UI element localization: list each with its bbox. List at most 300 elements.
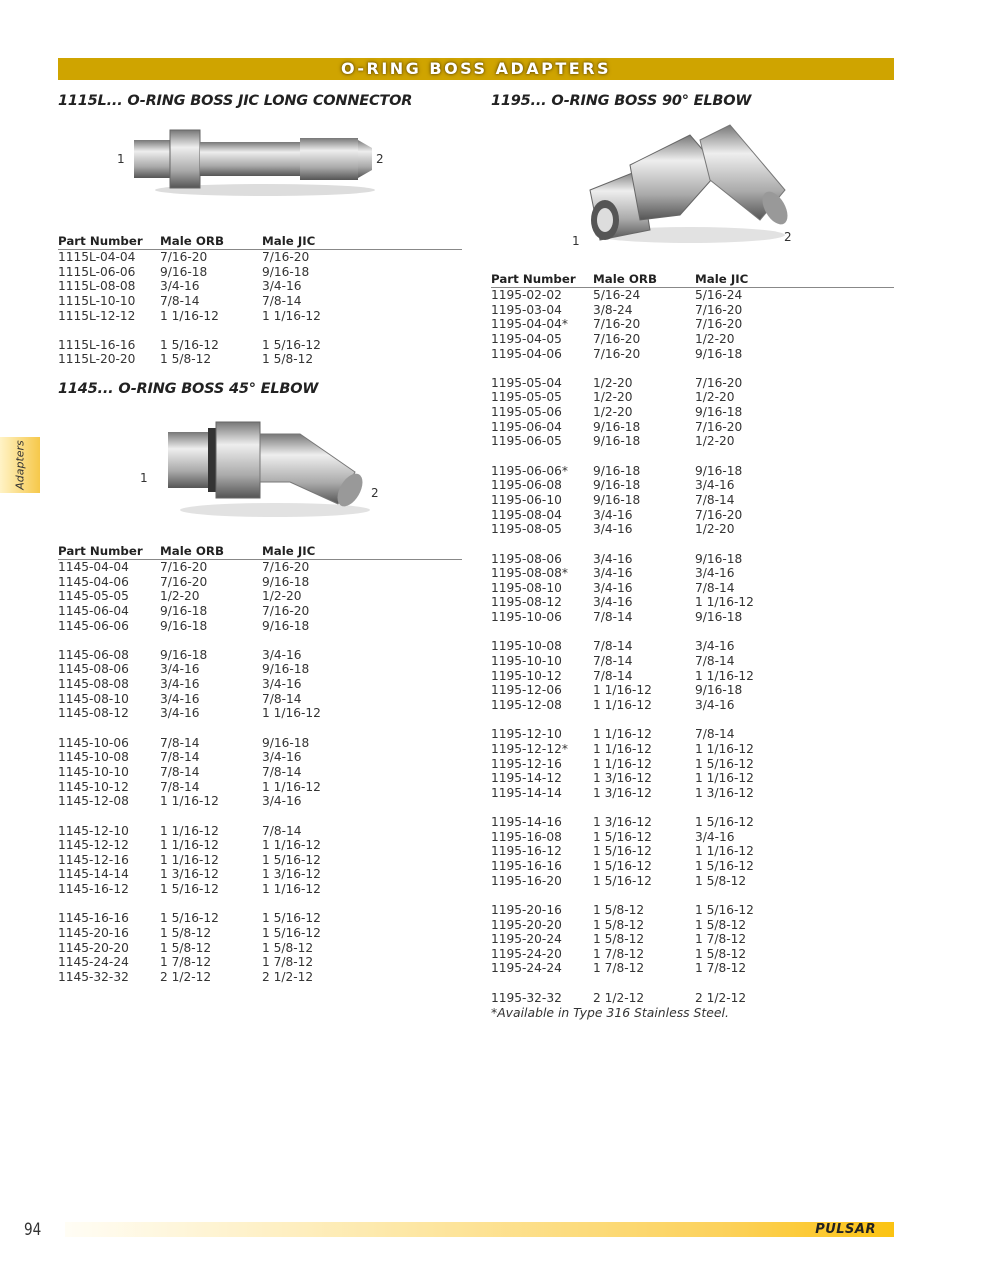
male-orb: 7/8-14: [160, 735, 200, 750]
part-number: 1195-32-32: [491, 990, 562, 1005]
male-jic: 1 1/16-12: [262, 706, 321, 721]
part-number: 1195-08-06: [491, 551, 562, 566]
group-spacer: [491, 888, 894, 903]
male-jic: 3/4-16: [695, 639, 735, 654]
table-row: [491, 376, 894, 391]
part-number: 1195-04-04*: [491, 317, 568, 332]
male-jic: 2 1/2-12: [262, 969, 314, 984]
part-number: 1195-20-16: [491, 902, 562, 917]
male-jic: 3/4-16: [262, 750, 302, 765]
male-orb: 7/8-14: [160, 293, 200, 308]
port-label-2: 2: [371, 486, 379, 500]
group-spacer: [491, 361, 894, 376]
table-header: [58, 544, 462, 560]
table-row: [491, 654, 894, 669]
table-row: [58, 575, 462, 590]
male-jic: 7/8-14: [262, 823, 302, 838]
table-row: [491, 771, 894, 786]
group-spacer: [491, 976, 894, 991]
part-number: 1195-10-06: [491, 610, 562, 625]
table-row: [491, 493, 894, 508]
part-number: 1195-20-24: [491, 932, 562, 947]
part-number: 1195-12-06: [491, 683, 562, 698]
table-row: [58, 619, 462, 634]
male-jic: 1 5/8-12: [695, 917, 747, 932]
male-orb: 3/4-16: [160, 677, 200, 692]
column-header: Male ORB: [160, 544, 224, 558]
part-number: 1195-12-08: [491, 697, 562, 712]
male-orb: 9/16-18: [593, 419, 641, 434]
male-jic: 9/16-18: [262, 574, 310, 589]
table-row: [491, 464, 894, 479]
male-orb: 1 5/8-12: [160, 352, 212, 367]
male-jic: 1 1/16-12: [695, 668, 754, 683]
column-header: Part Number: [491, 272, 576, 286]
part-number: 1195-06-10: [491, 492, 562, 507]
male-jic: 1 1/16-12: [262, 838, 321, 853]
group-spacer: [58, 809, 462, 824]
male-orb: 1 5/16-12: [160, 882, 219, 897]
part-number: 1145-08-06: [58, 662, 129, 677]
male-jic: 1 5/16-12: [262, 337, 321, 352]
part-number: 1195-08-10: [491, 580, 562, 595]
male-jic: 3/4-16: [262, 677, 302, 692]
male-orb: 3/4-16: [593, 595, 633, 610]
male-jic: 7/8-14: [262, 293, 302, 308]
part-number: 1145-32-32: [58, 969, 129, 984]
part-number: 1145-10-06: [58, 735, 129, 750]
part-number: 1145-12-12: [58, 838, 129, 853]
male-jic: 9/16-18: [695, 551, 743, 566]
part-number: 1145-06-04: [58, 603, 129, 618]
male-jic: 1 5/16-12: [695, 902, 754, 917]
column-header: Male ORB: [160, 234, 224, 248]
male-jic: 9/16-18: [695, 346, 743, 361]
table-row: [58, 589, 462, 604]
table-row: [58, 560, 462, 575]
male-jic: 3/4-16: [262, 279, 302, 294]
table-row: [58, 780, 462, 795]
parts-table-1195: [491, 272, 894, 1005]
male-orb: 5/16-24: [593, 288, 641, 302]
male-orb: 1 1/16-12: [160, 823, 219, 838]
male-orb: 1 5/16-12: [593, 858, 652, 873]
part-number: 1195-06-06*: [491, 463, 568, 478]
male-orb: 9/16-18: [160, 264, 208, 279]
table-row: [58, 955, 462, 970]
part-number: 1195-08-04: [491, 507, 562, 522]
part-number: 1145-24-24: [58, 955, 129, 970]
parts-table-1145: [58, 544, 462, 985]
male-orb: 1 1/16-12: [593, 697, 652, 712]
male-orb: 9/16-18: [593, 478, 641, 493]
part-number: 1145-08-10: [58, 691, 129, 706]
table-row: [58, 250, 462, 265]
male-jic: 9/16-18: [695, 463, 743, 478]
table-row: [491, 581, 894, 596]
table-row: [58, 911, 462, 926]
table-row: [491, 639, 894, 654]
90-elbow-image: [580, 120, 800, 250]
male-orb: 9/16-18: [160, 618, 208, 633]
part-number: 1145-16-16: [58, 911, 129, 926]
group-spacer: [58, 721, 462, 736]
male-orb: 1 1/16-12: [593, 683, 652, 698]
table-row: [491, 288, 894, 303]
part-number: 1115L-08-08: [58, 279, 136, 294]
male-jic: 7/16-20: [695, 375, 743, 390]
table-row: [491, 903, 894, 918]
male-jic: 7/8-14: [262, 691, 302, 706]
male-jic: 9/16-18: [695, 610, 743, 625]
port-label-1: 1: [117, 152, 125, 166]
table-row: [491, 390, 894, 405]
male-jic: 9/16-18: [262, 662, 310, 677]
male-orb: 1 5/8-12: [160, 926, 212, 941]
male-orb: 1/2-20: [160, 589, 200, 604]
part-number: 1195-12-16: [491, 756, 562, 771]
male-jic: 7/16-20: [695, 507, 743, 522]
male-jic: 9/16-18: [262, 735, 310, 750]
column-header: Male ORB: [593, 272, 657, 286]
table-row: [491, 991, 894, 1006]
table-row: [58, 352, 462, 367]
part-number: 1115L-12-12: [58, 308, 136, 323]
part-number: 1145-06-08: [58, 647, 129, 662]
part-number: 1195-10-10: [491, 654, 562, 669]
male-orb: 9/16-18: [593, 463, 641, 478]
table-row: [58, 706, 462, 721]
part-number: 1195-16-12: [491, 844, 562, 859]
male-jic: 7/16-20: [695, 302, 743, 317]
table-row: [58, 265, 462, 280]
male-orb: 1 5/16-12: [593, 829, 652, 844]
male-orb: 3/4-16: [593, 522, 633, 537]
part-number: 1145-12-08: [58, 794, 129, 809]
male-orb: 3/4-16: [593, 551, 633, 566]
part-number: 1195-12-12*: [491, 741, 568, 756]
table-row: [58, 765, 462, 780]
male-jic: 1 5/8-12: [262, 352, 314, 367]
45-elbow-image: [160, 412, 380, 524]
part-number: 1145-10-12: [58, 779, 129, 794]
table-row: [491, 947, 894, 962]
table-row: [491, 522, 894, 537]
jic-long-connector-image: [130, 118, 380, 200]
part-number: 1195-24-24: [491, 961, 562, 976]
male-orb: 1 3/16-12: [160, 867, 219, 882]
part-number: 1145-10-10: [58, 764, 129, 779]
male-jic: 1 7/8-12: [262, 955, 314, 970]
part-number: 1145-08-12: [58, 706, 129, 721]
part-number: 1195-14-14: [491, 785, 562, 800]
part-number: 1195-05-04: [491, 375, 562, 390]
male-jic: 7/16-20: [695, 317, 743, 332]
male-jic: 1 5/16-12: [695, 815, 754, 830]
male-jic: 9/16-18: [695, 405, 743, 420]
side-tab-adapters: [0, 437, 40, 493]
male-orb: 3/4-16: [593, 566, 633, 581]
male-jic: 1 5/8-12: [695, 946, 747, 961]
male-orb: 3/4-16: [593, 580, 633, 595]
male-jic: 3/4-16: [695, 829, 735, 844]
part-number: 1115L-06-06: [58, 264, 136, 279]
part-number: 1115L-16-16: [58, 337, 136, 352]
table-row: [491, 683, 894, 698]
part-number: 1115L-04-04: [58, 250, 136, 264]
footnote: *Available in Type 316 Stainless Steel.: [491, 1005, 729, 1020]
table-row: [491, 595, 894, 610]
table-row: [491, 698, 894, 713]
male-orb: 3/4-16: [160, 691, 200, 706]
male-orb: 9/16-18: [160, 647, 208, 662]
male-jic: 7/16-20: [695, 419, 743, 434]
part-number: 1195-08-08*: [491, 566, 568, 581]
male-jic: 9/16-18: [262, 618, 310, 633]
table-row: [491, 478, 894, 493]
table-row: [491, 420, 894, 435]
port-label-2: 2: [784, 230, 792, 244]
group-spacer: [491, 537, 894, 552]
male-orb: 1/2-20: [593, 405, 633, 420]
male-orb: 1 5/16-12: [593, 873, 652, 888]
male-jic: 3/4-16: [262, 647, 302, 662]
male-orb: 1 1/16-12: [160, 308, 219, 323]
table-row: [58, 750, 462, 765]
group-spacer: [491, 713, 894, 728]
table-row: [58, 279, 462, 294]
male-orb: 2 1/2-12: [593, 990, 645, 1005]
group-spacer: [491, 625, 894, 640]
male-orb: 9/16-18: [593, 434, 641, 449]
table-row: [58, 838, 462, 853]
group-spacer: [491, 449, 894, 464]
male-orb: 1 1/16-12: [160, 794, 219, 809]
male-orb: 9/16-18: [593, 492, 641, 507]
part-number: 1195-08-05: [491, 522, 562, 537]
male-jic: 1 5/8-12: [695, 873, 747, 888]
section-title-1145: 1145... O-RING BOSS 45° ELBOW: [58, 381, 319, 397]
male-orb: 3/4-16: [593, 507, 633, 522]
table-row: [58, 824, 462, 839]
male-orb: 7/8-14: [593, 639, 633, 654]
male-orb: 7/16-20: [593, 346, 641, 361]
male-jic: 1 1/16-12: [695, 771, 754, 786]
male-orb: 1 3/16-12: [593, 815, 652, 830]
male-jic: 1 5/8-12: [262, 940, 314, 955]
part-number: 1195-02-02: [491, 288, 562, 302]
section-title-1195: 1195... O-RING BOSS 90° ELBOW: [491, 93, 752, 109]
part-number: 1145-16-12: [58, 882, 129, 897]
part-number: 1195-16-20: [491, 873, 562, 888]
table-row: [58, 692, 462, 707]
male-orb: 3/4-16: [160, 662, 200, 677]
parts-table-1115l: [58, 234, 462, 367]
male-orb: 1 5/8-12: [160, 940, 212, 955]
table-header: [491, 272, 894, 288]
part-number: 1195-16-16: [491, 858, 562, 873]
male-orb: 7/8-14: [593, 610, 633, 625]
group-spacer: [58, 897, 462, 912]
part-number: 1145-06-06: [58, 618, 129, 633]
male-orb: 7/16-20: [593, 317, 641, 332]
group-spacer: [58, 323, 462, 338]
male-orb: 1 5/16-12: [160, 337, 219, 352]
table-row: [491, 757, 894, 772]
table-row: [58, 338, 462, 353]
part-number: 1195-03-04: [491, 302, 562, 317]
part-number: 1195-14-12: [491, 771, 562, 786]
table-row: [491, 786, 894, 801]
male-jic: 7/8-14: [695, 654, 735, 669]
group-spacer: [58, 633, 462, 648]
table-row: [491, 815, 894, 830]
male-jic: 9/16-18: [262, 264, 310, 279]
male-orb: 1 1/16-12: [160, 852, 219, 867]
male-orb: 1/2-20: [593, 375, 633, 390]
port-label-2: 2: [376, 152, 384, 166]
male-orb: 7/8-14: [593, 668, 633, 683]
male-jic: 3/4-16: [695, 566, 735, 581]
male-orb: 7/16-20: [160, 574, 208, 589]
male-jic: 3/4-16: [262, 794, 302, 809]
section-banner: [58, 58, 894, 80]
male-orb: 7/16-20: [593, 331, 641, 346]
male-orb: 7/16-20: [160, 560, 208, 574]
port-label-1: 1: [572, 234, 580, 248]
table-row: [491, 669, 894, 684]
part-number: 1145-08-08: [58, 677, 129, 692]
male-orb: 1 5/8-12: [593, 917, 645, 932]
table-row: [491, 874, 894, 889]
male-jic: 1 5/16-12: [695, 756, 754, 771]
male-jic: 1 1/16-12: [262, 882, 321, 897]
male-orb: 1 7/8-12: [160, 955, 212, 970]
male-jic: 7/8-14: [695, 492, 735, 507]
table-row: [491, 859, 894, 874]
part-number: 1145-14-14: [58, 867, 129, 882]
part-number: 1195-10-08: [491, 639, 562, 654]
male-jic: 3/4-16: [695, 697, 735, 712]
male-jic: 1 7/8-12: [695, 932, 747, 947]
table-row: [491, 405, 894, 420]
table-row: [491, 727, 894, 742]
male-jic: 3/4-16: [695, 478, 735, 493]
part-number: 1145-20-16: [58, 926, 129, 941]
section-title-1115l: 1115L... O-RING BOSS JIC LONG CONNECTOR: [58, 93, 413, 109]
table-row: [58, 794, 462, 809]
brand-logo: PULSAR: [815, 1222, 876, 1237]
table-row: [491, 332, 894, 347]
male-jic: 1 3/16-12: [695, 785, 754, 800]
male-orb: 7/8-14: [160, 750, 200, 765]
male-orb: 7/16-20: [160, 250, 208, 264]
part-number: 1115L-10-10: [58, 293, 136, 308]
footer-bar: [65, 1222, 894, 1237]
male-orb: 7/8-14: [593, 654, 633, 669]
male-orb: 9/16-18: [160, 603, 208, 618]
male-jic: 1/2-20: [262, 589, 302, 604]
part-number: 1145-04-04: [58, 560, 129, 574]
male-orb: 1 5/8-12: [593, 902, 645, 917]
banner-title: O-RING BOSS ADAPTERS: [340, 59, 612, 78]
male-jic: 1/2-20: [695, 434, 735, 449]
male-orb: 3/8-24: [593, 302, 633, 317]
male-jic: 5/16-24: [695, 288, 743, 302]
part-number: 1195-08-12: [491, 595, 562, 610]
male-orb: 1 1/16-12: [593, 741, 652, 756]
male-jic: 1 3/16-12: [262, 867, 321, 882]
male-orb: 3/4-16: [160, 279, 200, 294]
table-row: [58, 970, 462, 985]
male-orb: 1 1/16-12: [160, 838, 219, 853]
part-number: 1195-12-10: [491, 727, 562, 742]
male-jic: 7/16-20: [262, 250, 310, 264]
table-row: [58, 662, 462, 677]
male-orb: 1 7/8-12: [593, 946, 645, 961]
male-jic: 7/16-20: [262, 603, 310, 618]
male-jic: 1 1/16-12: [695, 741, 754, 756]
male-orb: 1 5/16-12: [160, 911, 219, 926]
part-number: 1195-05-06: [491, 405, 562, 420]
table-header: [58, 234, 462, 250]
male-orb: 1 5/8-12: [593, 932, 645, 947]
part-number: 1195-04-06: [491, 346, 562, 361]
side-tab-label: Adapters: [13, 440, 27, 490]
part-number: 1195-05-05: [491, 390, 562, 405]
table-row: [58, 926, 462, 941]
male-jic: 7/8-14: [695, 727, 735, 742]
table-row: [491, 961, 894, 976]
part-number: 1145-10-08: [58, 750, 129, 765]
table-row: [491, 830, 894, 845]
part-number: 1195-16-08: [491, 829, 562, 844]
part-number: 1195-20-20: [491, 917, 562, 932]
table-row: [491, 918, 894, 933]
table-row: [58, 294, 462, 309]
table-row: [58, 677, 462, 692]
table-row: [58, 867, 462, 882]
male-jic: 7/8-14: [695, 580, 735, 595]
part-number: 1145-12-16: [58, 852, 129, 867]
table-row: [491, 347, 894, 362]
table-row: [491, 932, 894, 947]
male-orb: 1 3/16-12: [593, 785, 652, 800]
table-row: [491, 434, 894, 449]
table-row: [58, 309, 462, 324]
part-number: 1195-06-04: [491, 419, 562, 434]
male-jic: 1 7/8-12: [695, 961, 747, 976]
part-number: 1195-10-12: [491, 668, 562, 683]
column-header: Part Number: [58, 544, 143, 558]
column-header: Male JIC: [262, 234, 316, 248]
male-jic: 1/2-20: [695, 522, 735, 537]
group-spacer: [491, 800, 894, 815]
table-row: [58, 648, 462, 663]
part-number: 1195-06-05: [491, 434, 562, 449]
male-orb: 1 7/8-12: [593, 961, 645, 976]
male-orb: 7/8-14: [160, 764, 200, 779]
table-row: [491, 610, 894, 625]
table-row: [58, 604, 462, 619]
male-orb: 1 3/16-12: [593, 771, 652, 786]
table-row: [491, 742, 894, 757]
table-row: [491, 508, 894, 523]
male-jic: 1 1/16-12: [695, 844, 754, 859]
male-orb: 1 1/16-12: [593, 727, 652, 742]
part-number: 1115L-20-20: [58, 352, 136, 367]
table-row: [58, 853, 462, 868]
